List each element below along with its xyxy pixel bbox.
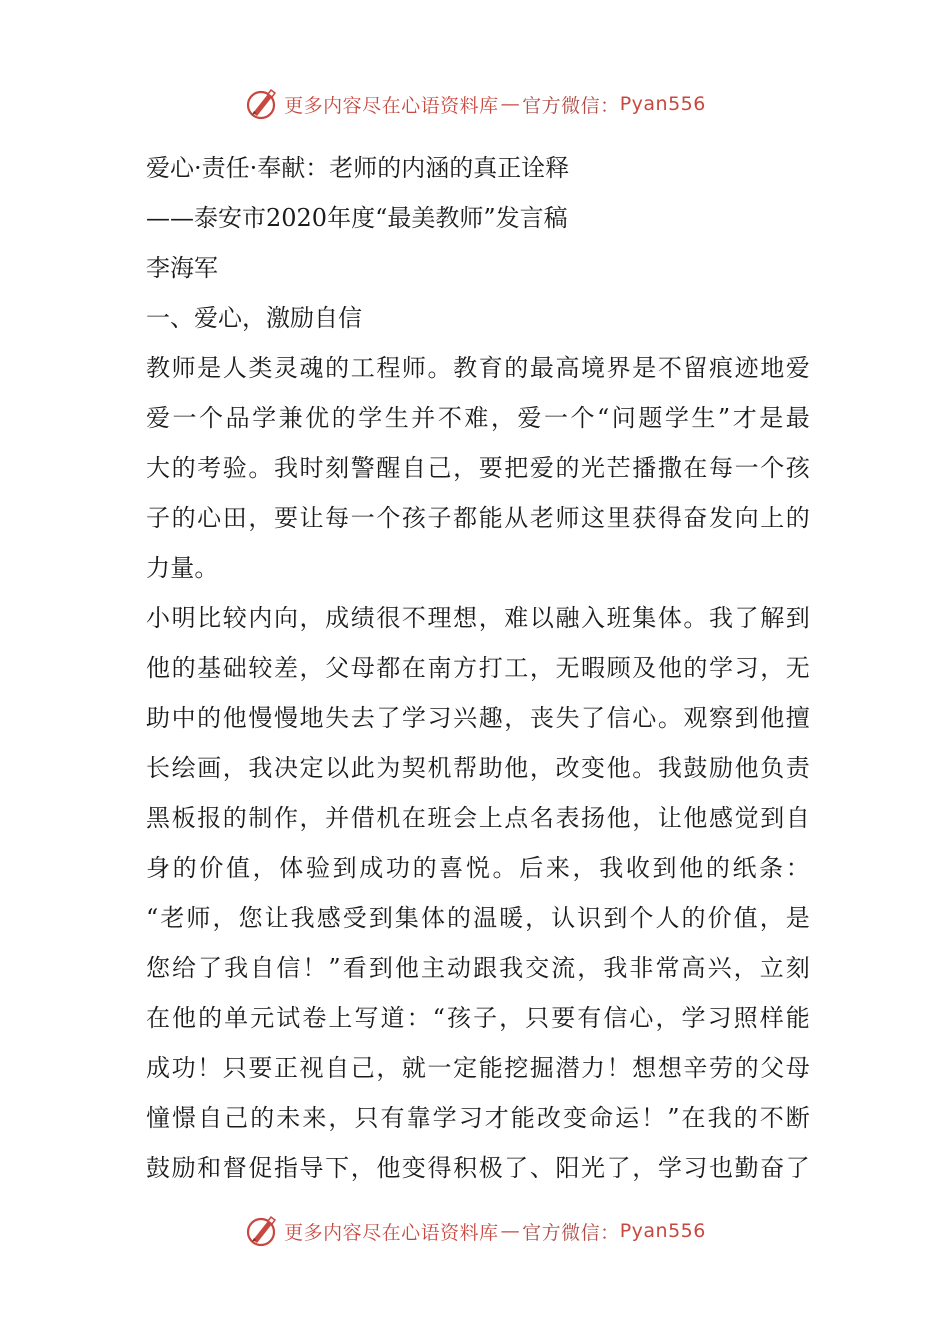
paragraph-line: 教师是人类灵魂的工程师。教育的最高境界是不留痕迹地爱 <box>146 354 810 382</box>
watermark-header <box>0 82 950 126</box>
paragraph-line: 成功！只要正视自己，就一定能挖掘潜力！想想辛劳的父母 <box>146 1054 810 1082</box>
paragraph-line: 小明比较内向，成绩很不理想，难以融入班集体。我了解到 <box>146 604 810 632</box>
watermark-separator: — <box>500 1220 521 1242</box>
paragraph-1 <box>146 343 810 593</box>
watermark-wechat-id: Pyan556 <box>619 1220 706 1242</box>
paragraph-line: 鼓励和督促指导下，他变得积极了、阳光了，学习也勤奋了 <box>146 1154 810 1182</box>
paragraph-line: 您给了我自信！”看到他主动跟我交流，我非常高兴，立刻 <box>146 954 810 982</box>
paragraph-line: 助中的他慢慢地失去了学习兴趣，丧失了信心。观察到他擅 <box>146 704 810 732</box>
paragraph-line: 憧憬自己的未来，只有靠学习才能改变命运！”在我的不断 <box>146 1104 810 1132</box>
paragraph-2 <box>146 593 810 1193</box>
paragraph-line: 子的心田，要让每一个孩子都能从老师这里获得奋发向上的 <box>146 504 810 532</box>
paragraph-line: 长绘画，我决定以此为契机帮助他，改变他。我鼓励他负责 <box>146 754 810 782</box>
watermark-wechat-id: Pyan556 <box>619 93 706 115</box>
watermark-footer <box>0 1209 950 1253</box>
watermark-text: 更多内容尽在心语资料库 <box>284 94 499 117</box>
paragraph-line: “老师，您让我感受到集体的温暖，认识到个人的价值，是 <box>146 904 810 932</box>
document-subtitle: ——泰安市2020年度“最美教师”发言稿 <box>146 204 568 232</box>
paragraph-line: 在他的单元试卷上写道：“孩子，只要有信心，学习照样能 <box>146 1004 810 1032</box>
document-author: 李海军 <box>146 254 218 282</box>
watermark-text: 更多内容尽在心语资料库 <box>284 1221 499 1244</box>
watermark-label: 官方微信： <box>522 94 620 117</box>
paragraph-line: 大的考验。我时刻警醒自己，要把爱的光芒播撒在每一个孩 <box>146 454 810 482</box>
paragraph-line: 黑板报的制作，并借机在班会上点名表扬他，让他感觉到自 <box>146 804 810 832</box>
paragraph-line: 力量。 <box>146 554 219 582</box>
watermark-separator: — <box>500 93 521 115</box>
pen-logo-icon <box>244 1213 280 1249</box>
document-title: 爱心·责任·奉献：老师的内涵的真正诠释 <box>146 154 570 182</box>
watermark-label: 官方微信： <box>522 1221 620 1244</box>
section-heading: 一、爱心，激励自信 <box>146 304 362 332</box>
document-body <box>146 143 810 1193</box>
pen-logo-icon <box>244 86 280 122</box>
paragraph-line: 爱一个品学兼优的学生并不难，爱一个“问题学生”才是最 <box>146 404 810 432</box>
paragraph-line: 他的基础较差，父母都在南方打工，无暇顾及他的学习，无 <box>146 654 810 682</box>
paragraph-line: 身的价值，体验到成功的喜悦。后来，我收到他的纸条： <box>146 854 810 882</box>
